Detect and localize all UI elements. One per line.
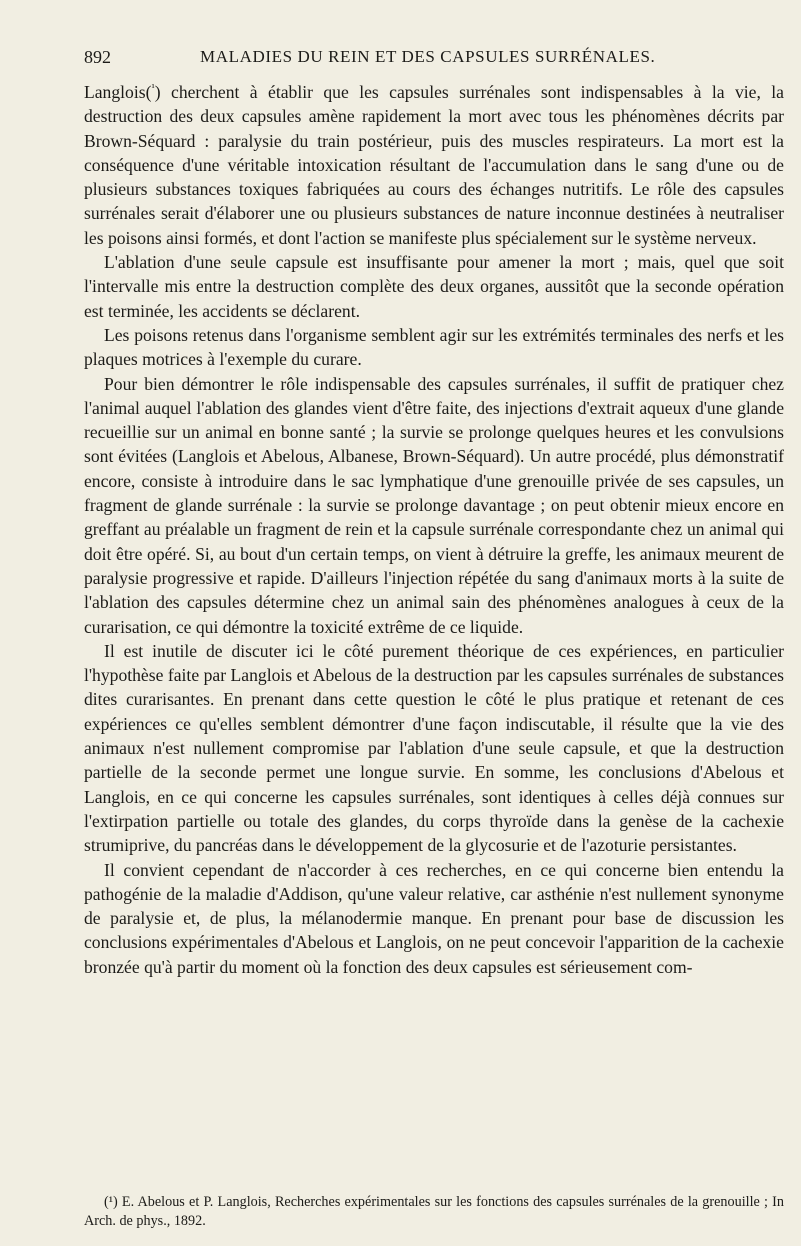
paragraph-4: Pour bien démontrer le rôle indispensable des capsules surrénales, il suffit de pratiquer chez l'animal auquel l'ablation des glandes vient d'être faite, des injections d'extrait aqueux d'une glande recueillie sur un animal en bonne santé ; la survie se prolonge quelques heures et les convulsions sont évitées (Langlois et Abelous, Albanese, Brown-Séquard). Un autre procédé, plus démonstratif encore, consiste à introduire dans le sac lymphatique d'une grenouille privée de ses capsules, un fragment de glande surrénale : la survie se prolonge davantage ; on peut obtenir mieux encore en greffant au préalable un fragment de rein et la capsule surrénale correspondante chez un animal qui doit être opéré. Si, au bout d'un certain temps, on vient à détruire la greffe, les animaux meurent de paralysie progressive et rapide. D'ailleurs l'injection répétée du sang d'animaux morts à la suite de l'ablation des capsules détermine chez un animal sain des phénomènes analogues à ceux de la curarisation, ce qui démontre la toxicité extrême de ce liquide.: [84, 373, 784, 637]
paragraph-3: Les poisons retenus dans l'organisme semblent agir sur les extrémités terminales des nerfs et les plaques motrices à l'exemple du curare.: [84, 324, 784, 370]
paragraph-6: Il convient cependant de n'accorder à ces recherches, en ce qui concerne bien entendu la pathogénie de la maladie d'Addison, qu'une valeur relative, car asthénie n'est nullement synonyme de paralysie et, de plus, la mélanodermie manque. En prenant pour base de discussion les conclusions expérimentales d'Abelous et Langlois, on ne peut concevoir l'apparition de la cachexie bronzée qu'à partir du moment où la fonction des deux capsules est sérieusement com-: [84, 859, 784, 977]
footnote-reference: ¹: [151, 82, 155, 95]
paragraph-5: Il est inutile de discuter ici le côté purement théorique de ces expériences, en particulier l'hypothèse faite par Langlois et Abelous de la destruction par les capsules surrénales de substances dites curarisantes. En prenant dans cette question le côté le plus pratique et retenant de ces expériences ce qu'elles semblent démontrer d'une façon indiscutable, il résulte que la vie des animaux n'est nullement compromise par l'ablation d'une seule capsule, et que la destruction partielle de la seconde permet une longue survie. En somme, les conclusions d'Abelous et Langlois, en ce qui concerne les capsules surrénales, sont identiques à celles déjà connues sur l'extirpation partielle ou totale des glandes, du corps thyroïde dans la genèse de la cachexie strumiprive, du pancréas dans le développement de la glycosurie et de l'azoturie persistantes.: [84, 640, 784, 856]
paragraph-2: L'ablation d'une seule capsule est insuffisante pour amener la mort ; mais, quel que soit l'intervalle mis entre la destruction complète des deux organes, aussitôt que la seconde opération est terminée, les accidents se déclarent.: [84, 252, 784, 321]
body-text: [84, 80, 784, 979]
page-header: [84, 47, 784, 73]
paragraph-1-text: ) cherchent à établir que les capsules surrénales sont indispensables à la vie, la destruction des deux capsules amène rapidement la mort avec tous les phénomènes décrits par Brown-Séquard : paralysie du train postérieur, puis des muscles respirateurs. La mort est la conséquence d'une véritable intoxication résultant de l'accumulation dans le sang d'une ou de plusieurs substances toxiques fabriquées au cours des échanges nutritifs. Le rôle des capsules surrénales serait d'élaborer une ou plusieurs substances de nature inconnue destinées à neutraliser les poisons ainsi formés, et dont l'action se manifeste plus spécialement sur le système nerveux.: [84, 82, 784, 248]
paragraph-1: [84, 80, 784, 250]
running-title: MALADIES DU REIN ET DES CAPSULES SURRÉNALES.: [200, 47, 656, 66]
paragraph-1-lead: Langlois(: [84, 82, 152, 102]
footnote: (¹) E. Abelous et P. Langlois, Recherches expérimentales sur les fonctions des capsules surrénales de la grenouille ; In Arch. de phys., 1892.: [84, 1194, 784, 1230]
page-number: 892: [84, 47, 111, 67]
